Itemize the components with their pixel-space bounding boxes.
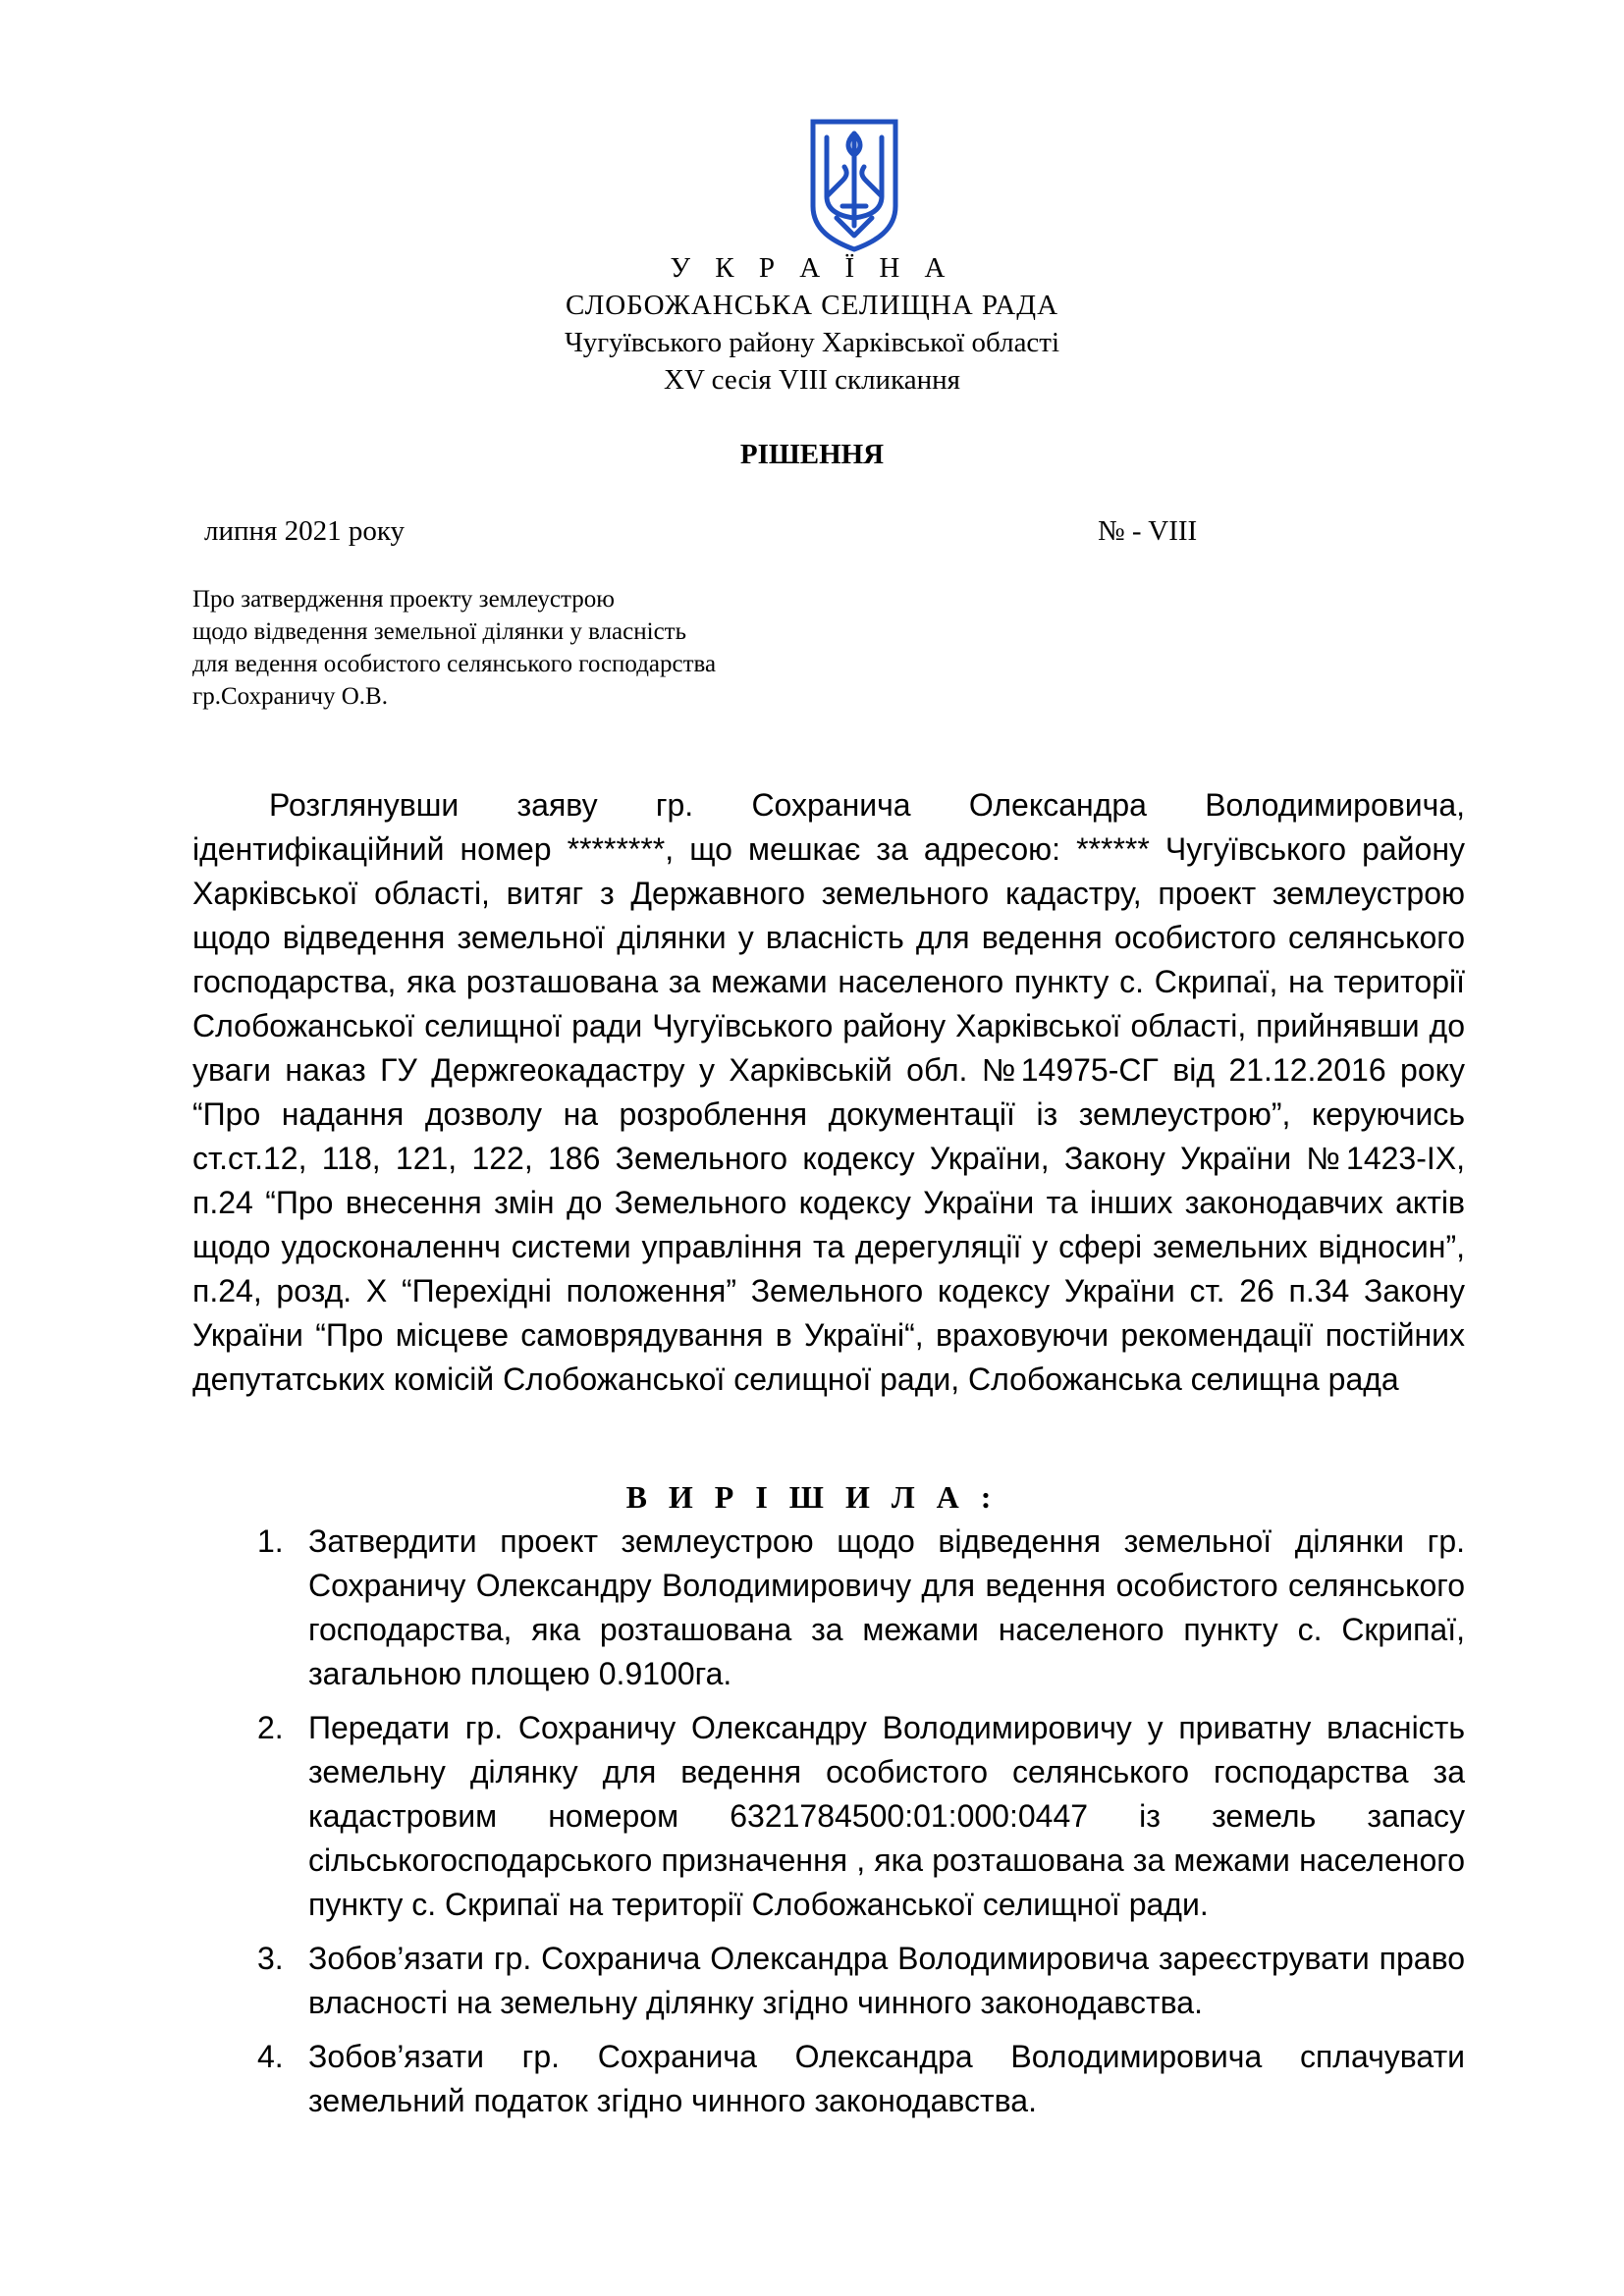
item-text: Затвердити проект землеустрою щодо відведення земельної ділянки гр. Сохраничу Олександру Володимировичу для ведення особистого селянського господарства, яка розташована за межами населеного пункту с. Скрипаї, загальною площею 0.9100га. — [308, 1523, 1465, 1691]
item-number: 4. — [257, 2039, 284, 2074]
subject-line: для ведення особистого селянського господарства — [192, 651, 717, 677]
council-name: СЛОБОЖАНСЬКА СЕЛИЩНА РАДА — [565, 290, 1059, 321]
subject-line: щодо відведення земельної ділянки у власність — [192, 618, 686, 645]
item-number: 3. — [257, 1941, 284, 1976]
subject-line: Про затвердження проекту землеустрою — [192, 586, 615, 613]
resolution-item — [257, 1706, 1465, 1927]
item-number: 1. — [257, 1523, 284, 1559]
country-title: У К Р А Ї Н А — [670, 252, 954, 284]
resolution-items — [257, 1520, 1465, 2133]
resolved-heading: В И Р І Ш И Л А : — [625, 1479, 999, 1515]
resolution-item — [257, 2035, 1465, 2123]
document-type: РІШЕННЯ — [739, 439, 885, 470]
resolution-item — [257, 1937, 1465, 2025]
resolution-item — [257, 1520, 1465, 1696]
decision-number: № - VIII — [1098, 515, 1198, 547]
preamble-block — [192, 783, 1465, 1402]
preamble-paragraph: Розглянувши заяву гр. Сохранича Олександра Володимировича, ідентифікаційний номер ********, що мешкає за адресою: ****** Чугуївського району Харківської області, витяг з Державного земельного кадастру, проект землеустрою щодо відведення земельної ділянки у власність для ведення особистого селянського господарства, яка розташована за межами населеного пункту с. Скрипаї, на території Слобожанської селищної ради Чугуївського району Харківської області, прийнявши до уваги наказ ГУ Держгеокадастру у Харківській обл. №14975-СГ від 21.12.2016 року “Про надання дозволу на розроблення документації із землеустрою”, керуючись ст.ст.12, 118, 121, 122, 186 Земельного кодексу України, Закону України №1423-IX, п.24 “Про внесення змін до Земельного кодексу України та інших законодавчих актів щодо удосконаленнч системи управління та дерегуляції у сфері земельних відносин”, п.24, розд. Х “Перехідні положення” Земельного кодексу України ст. 26 п.34 Закону України “Про місцеве самоврядування в Україні“, враховуючи рекомендації постійних депутатських комісій Слобожанської селищної ради, Слобожанська селищна рада — [192, 787, 1465, 1397]
item-text: Передати гр. Сохраничу Олександру Володимировичу у приватну власність земельну ділянку для ведення особистого селянського господарства за кадастровим номером 6321784500:01:000:0447 із земель запасу сільськогосподарського призначення , яка розташована за межами населеного пункту с. Скрипаї на території Слобожанської селищної ради. — [308, 1710, 1465, 1922]
item-text: Зобов’язати гр. Сохранича Олександра Володимировича сплачувати земельний податок згідно чинного законодавства. — [308, 2039, 1465, 2118]
session-name: XV сесія VIII скликання — [664, 364, 960, 396]
item-text: Зобов’язати гр. Сохранича Олександра Володимировича зареєструвати право власності на земельну ділянку згідно чинного законодавства. — [308, 1941, 1465, 2020]
decision-date: липня 2021 року — [204, 515, 406, 547]
subject-line: гр.Сохраничу О.В. — [192, 683, 388, 710]
district-name: Чугуївського району Харківської області — [564, 327, 1060, 358]
coat-of-arms-icon — [807, 116, 901, 253]
item-number: 2. — [257, 1710, 284, 1745]
subject-block — [192, 583, 939, 713]
